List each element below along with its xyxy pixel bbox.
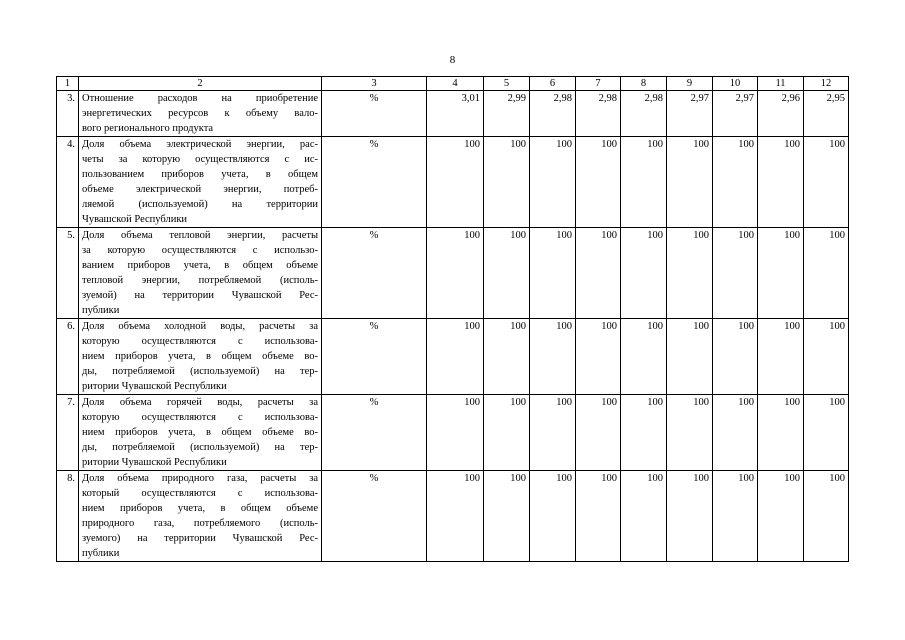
- value-cell: 2,98: [530, 91, 576, 137]
- indicator-name: [79, 319, 322, 395]
- table-header-row: [57, 77, 849, 91]
- value-cell: 100: [484, 137, 530, 228]
- value-cell: 100: [427, 319, 484, 395]
- value-cell: 100: [804, 471, 849, 562]
- value-cell: 2,97: [667, 91, 713, 137]
- value-cell: 100: [667, 395, 713, 471]
- value-cell: 100: [804, 137, 849, 228]
- indicator-name-line: нием приборов учета, в общем объеме: [82, 503, 318, 514]
- indicator-name-line: ритории Чувашской Республики: [82, 381, 227, 392]
- value-cell: 100: [530, 228, 576, 319]
- indicator-name-line: публики: [82, 305, 120, 316]
- indicator-name-line: Доля объема электрической энергии, рас-: [82, 139, 318, 150]
- indicator-name-line: которую осуществляются с использова-: [82, 336, 318, 347]
- value-cell: 100: [576, 471, 621, 562]
- table-row: [57, 137, 849, 228]
- value-cell: 2,96: [758, 91, 804, 137]
- indicator-name-line: природного газа, потребляемого (исполь-: [82, 518, 318, 529]
- indicator-name: [79, 471, 322, 562]
- indicator-name-line: Доля объема природного газа, расчеты за: [82, 473, 318, 484]
- column-number-header: 3: [322, 77, 427, 91]
- value-cell: 100: [427, 395, 484, 471]
- value-cell: 2,99: [484, 91, 530, 137]
- indicator-name-line: зуемой) на территории Чувашской Рес-: [82, 290, 318, 301]
- column-number-header: 7: [576, 77, 621, 91]
- value-cell: 100: [713, 471, 758, 562]
- value-cell: 100: [667, 228, 713, 319]
- indicator-name-line: четы за которую осуществляются с ис-: [82, 154, 318, 165]
- indicator-name-line: Доля объема холодной воды, расчеты за: [82, 321, 318, 332]
- value-cell: 100: [427, 137, 484, 228]
- value-cell: 100: [621, 319, 667, 395]
- value-cell: 100: [484, 471, 530, 562]
- value-cell: 100: [713, 228, 758, 319]
- value-cell: 100: [758, 137, 804, 228]
- indicator-name-line: публики: [82, 548, 120, 559]
- value-cell: 100: [621, 228, 667, 319]
- row-number: 5.: [57, 228, 79, 319]
- value-cell: 100: [758, 319, 804, 395]
- value-cell: 100: [530, 395, 576, 471]
- indicator-name-line: нием приборов учета, в общем объеме во-: [82, 427, 318, 438]
- value-cell: 100: [484, 319, 530, 395]
- column-number-header: 8: [621, 77, 667, 91]
- table-row: [57, 91, 849, 137]
- page-number: 8: [449, 54, 456, 66]
- value-cell: 2,97: [713, 91, 758, 137]
- value-cell: 100: [713, 395, 758, 471]
- indicator-name: [79, 91, 322, 137]
- value-cell: 100: [667, 471, 713, 562]
- indicator-name-line: который осуществляются с использова-: [82, 488, 318, 499]
- unit-cell: %: [322, 395, 427, 471]
- indicator-name-line: зуемого) на территории Чувашской Рес-: [82, 533, 318, 544]
- value-cell: 100: [804, 319, 849, 395]
- value-cell: 100: [530, 471, 576, 562]
- value-cell: 2,98: [621, 91, 667, 137]
- unit-cell: %: [322, 228, 427, 319]
- row-number: 4.: [57, 137, 79, 228]
- column-number-header: 11: [758, 77, 804, 91]
- value-cell: 100: [713, 137, 758, 228]
- value-cell: 100: [576, 228, 621, 319]
- value-cell: 100: [530, 319, 576, 395]
- indicator-name-line: энергетических ресурсов к объему вало-: [82, 108, 318, 119]
- indicator-name-line: Чувашской Республики: [82, 214, 188, 225]
- column-number-header: 2: [79, 77, 322, 91]
- indicator-name-line: ды, потребляемой (используемой) на тер-: [82, 366, 318, 377]
- indicator-name: [79, 228, 322, 319]
- column-number-header: 9: [667, 77, 713, 91]
- column-number-header: 10: [713, 77, 758, 91]
- indicator-name-line: Доля объема горячей воды, расчеты за: [82, 397, 318, 408]
- value-cell: 100: [621, 137, 667, 228]
- value-cell: 100: [427, 228, 484, 319]
- value-cell: 100: [667, 137, 713, 228]
- indicator-name-line: которую осуществляются с использова-: [82, 412, 318, 423]
- unit-cell: %: [322, 471, 427, 562]
- table-row: [57, 228, 849, 319]
- indicator-name-line: пользованием приборов учета, в общем: [82, 169, 318, 180]
- indicator-name-line: ванием приборов учета, в общем объеме: [82, 260, 318, 271]
- indicator-name-line: ритории Чувашской Республики: [82, 457, 227, 468]
- table-row: [57, 471, 849, 562]
- column-number-header: 4: [427, 77, 484, 91]
- value-cell: 100: [758, 395, 804, 471]
- indicator-name-line: ды, потребляемой (используемой) на тер-: [82, 442, 318, 453]
- unit-cell: %: [322, 91, 427, 137]
- value-cell: 100: [427, 471, 484, 562]
- row-number: 6.: [57, 319, 79, 395]
- indicator-name: [79, 395, 322, 471]
- row-number: 7.: [57, 395, 79, 471]
- value-cell: 100: [576, 319, 621, 395]
- value-cell: 100: [484, 395, 530, 471]
- value-cell: 100: [804, 395, 849, 471]
- value-cell: 100: [804, 228, 849, 319]
- value-cell: 100: [484, 228, 530, 319]
- indicator-name-line: объеме электрической энергии, потреб-: [82, 184, 318, 195]
- indicator-name-line: Отношение расходов на приобретение: [82, 93, 318, 104]
- value-cell: 100: [621, 395, 667, 471]
- value-cell: 100: [758, 471, 804, 562]
- indicator-name-line: за которую осуществляются с использо-: [82, 245, 318, 256]
- indicator-name-line: Доля объема тепловой энергии, расчеты: [82, 230, 318, 241]
- value-cell: 100: [576, 137, 621, 228]
- unit-cell: %: [322, 319, 427, 395]
- indicator-name-line: ляемой (используемой) на территории: [82, 199, 318, 210]
- table-row: [57, 395, 849, 471]
- indicator-name-line: вого регионального продукта: [82, 123, 214, 134]
- value-cell: 2,95: [804, 91, 849, 137]
- indicator-name: [79, 137, 322, 228]
- value-cell: 100: [713, 319, 758, 395]
- value-cell: 100: [530, 137, 576, 228]
- value-cell: 100: [621, 471, 667, 562]
- value-cell: 2,98: [576, 91, 621, 137]
- value-cell: 100: [667, 319, 713, 395]
- column-number-header: 5: [484, 77, 530, 91]
- value-cell: 100: [576, 395, 621, 471]
- value-cell: 3,01: [427, 91, 484, 137]
- row-number: 8.: [57, 471, 79, 562]
- unit-cell: %: [322, 137, 427, 228]
- row-number: 3.: [57, 91, 79, 137]
- indicator-name-line: нием приборов учета, в общем объеме во-: [82, 351, 318, 362]
- indicator-name-line: тепловой энергии, потребляемой (исполь-: [82, 275, 318, 286]
- indicators-table: [56, 76, 849, 562]
- table-row: [57, 319, 849, 395]
- column-number-header: 6: [530, 77, 576, 91]
- column-number-header: 1: [57, 77, 79, 91]
- column-number-header: 12: [804, 77, 849, 91]
- value-cell: 100: [758, 228, 804, 319]
